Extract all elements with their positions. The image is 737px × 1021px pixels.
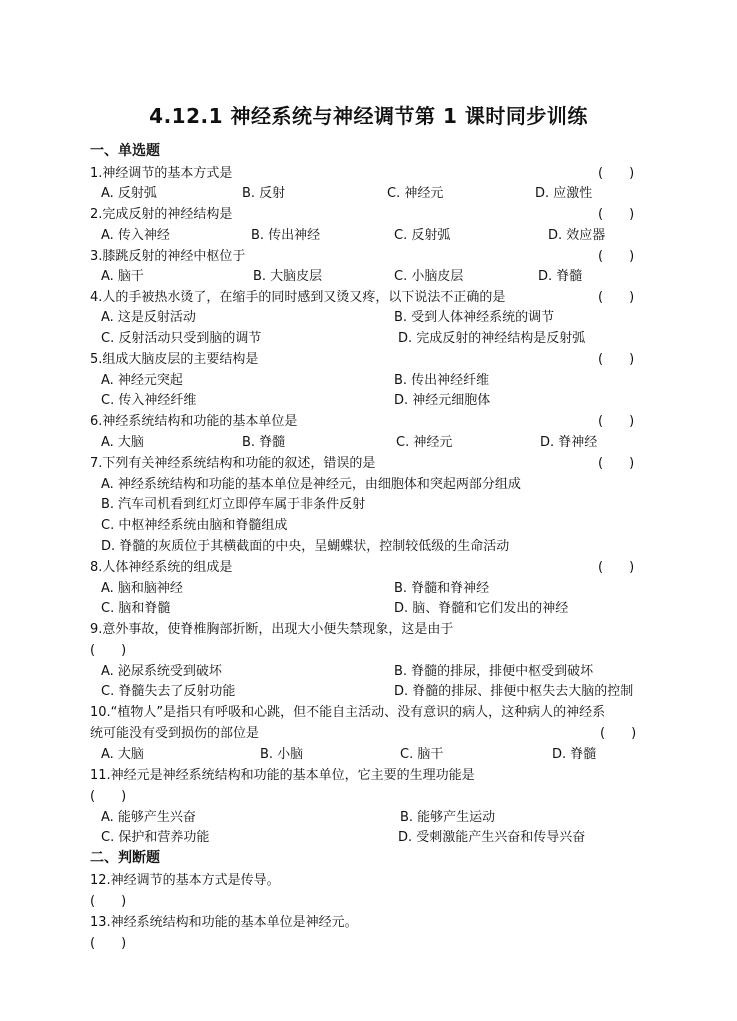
question-12-answer-paren: ( ) [90,894,127,909]
question-5-option-a: A. 神经元突起 [101,373,183,388]
question-10-option-b: B. 小脑 [260,747,304,762]
question-2-option-d: D. 效应器 [548,228,606,243]
question-11-option-d: D. 受刺激能产生兴奋和传导兴奋 [398,830,586,845]
question-5-option-c: C. 传入神经纤维 [101,393,197,408]
question-9-option-c: C. 脊髓失去了反射功能 [101,684,236,699]
question-4-option-a: A. 这是反射活动 [101,310,196,325]
question-5-option-b: B. 传出神经纤维 [394,373,490,388]
question-8-option-a: A. 脑和脑神经 [101,581,183,596]
question-11-option-c: C. 保护和营养功能 [101,830,210,845]
question-7-option-c: C. 中枢神经系统由脑和脊髓组成 [101,518,288,533]
section-heading-single-choice: 一、单选题 [90,143,160,159]
question-10-answer-paren: ( ) [600,726,637,741]
question-13-stem: 13.神经系统结构和功能的基本单位是神经元。 [90,915,358,930]
question-2-option-b: B. 传出神经 [251,228,321,243]
question-4-option-b: B. 受到人体神经系统的调节 [394,310,555,325]
question-2-option-a: A. 传入神经 [101,228,170,243]
question-5-option-d: D. 神经元细胞体 [394,393,491,408]
section-heading-true-false: 二、判断题 [90,850,160,866]
question-6-option-a: A. 大脑 [101,435,144,450]
question-10-stem-line-1: 10.“植物人”是指只有呼吸和心跳，但不能自主活动、没有意识的病人，这种病人的神经系 [90,705,606,720]
question-9-option-d: D. 脊髓的排尿、排便中枢失去大脑的控制 [394,684,634,699]
question-4-option-c: C. 反射活动只受到脑的调节 [101,331,262,346]
question-2-answer-paren: ( ) [598,207,635,222]
question-5-answer-paren: ( ) [598,352,635,367]
question-3-option-a: A. 脑干 [101,269,144,284]
question-6-answer-paren: ( ) [598,414,635,429]
question-3-answer-paren: ( ) [598,249,635,264]
question-7-answer-paren: ( ) [598,456,635,471]
question-9-stem: 9.意外事故，使脊椎胸部折断，出现大小便失禁现象，这是由于 [90,622,454,637]
question-8-answer-paren: ( ) [598,560,635,575]
question-10-option-a: A. 大脑 [101,747,144,762]
question-1-option-a: A. 反射弧 [101,186,157,201]
question-12-stem: 12.神经调节的基本方式是传导。 [90,873,280,888]
question-4-answer-paren: ( ) [598,290,635,305]
question-7-option-d: D. 脊髓的灰质位于其横截面的中央，呈蝴蝶状，控制较低级的生命活动 [101,539,510,554]
question-11-answer-paren: ( ) [90,789,127,804]
question-1-stem: 1.神经调节的基本方式是 [90,166,233,181]
question-2-stem: 2.完成反射的神经结构是 [90,207,233,222]
question-9-option-a: A. 泌尿系统受到破坏 [101,664,222,679]
page-title: 4.12.1 神经系统与神经调节第 1 课时同步训练 [149,104,588,128]
question-13-answer-paren: ( ) [90,936,127,951]
question-10-option-d: D. 脊髓 [552,747,597,762]
question-2-option-c: C. 反射弧 [394,228,451,243]
question-6-option-d: D. 脊神经 [540,435,598,450]
question-11-option-a: A. 能够产生兴奋 [101,810,196,825]
question-3-option-d: D. 脊髓 [538,269,583,284]
question-6-stem: 6.神经系统结构和功能的基本单位是 [90,414,298,429]
question-8-option-c: C. 脑和脊髓 [101,601,171,616]
question-4-option-d: D. 完成反射的神经结构是反射弧 [398,331,586,346]
question-7-option-b: B. 汽车司机看到红灯立即停车属于非条件反射 [101,497,366,512]
question-3-stem: 3.膝跳反射的神经中枢位于 [90,249,246,264]
question-3-option-b: B. 大脑皮层 [253,269,323,284]
question-3-option-c: C. 小脑皮层 [394,269,464,284]
question-1-option-d: D. 应激性 [535,186,593,201]
question-8-stem: 8.人体神经系统的组成是 [90,560,233,575]
question-6-option-b: B. 脊髓 [242,435,286,450]
question-1-answer-paren: ( ) [598,166,635,181]
question-7-option-a: A. 神经系统结构和功能的基本单位是神经元，由细胞体和突起两部分组成 [101,477,521,492]
question-1-option-b: B. 反射 [242,186,286,201]
question-7-stem: 7.下列有关神经系统结构和功能的叙述，错误的是 [90,456,376,471]
question-10-option-c: C. 脑干 [400,747,444,762]
question-11-option-b: B. 能够产生运动 [400,810,496,825]
question-6-option-c: C. 神经元 [396,435,453,450]
question-8-option-b: B. 脊髓和脊神经 [394,581,490,596]
question-11-stem: 11.神经元是神经系统结构和功能的基本单位，它主要的生理功能是 [90,768,475,783]
question-1-option-c: C. 神经元 [387,186,444,201]
question-5-stem: 5.组成大脑皮层的主要结构是 [90,352,259,367]
question-9-answer-paren: ( ) [90,643,127,658]
question-10-stem-line-2: 统可能没有受到损伤的部位是 [90,726,260,741]
question-9-option-b: B. 脊髓的排尿，排便中枢受到破坏 [394,664,594,679]
question-8-option-d: D. 脑、脊髓和它们发出的神经 [394,601,569,616]
question-4-stem: 4.人的手被热水烫了，在缩手的同时感到又烫又疼，以下说法不正确的是 [90,290,506,305]
